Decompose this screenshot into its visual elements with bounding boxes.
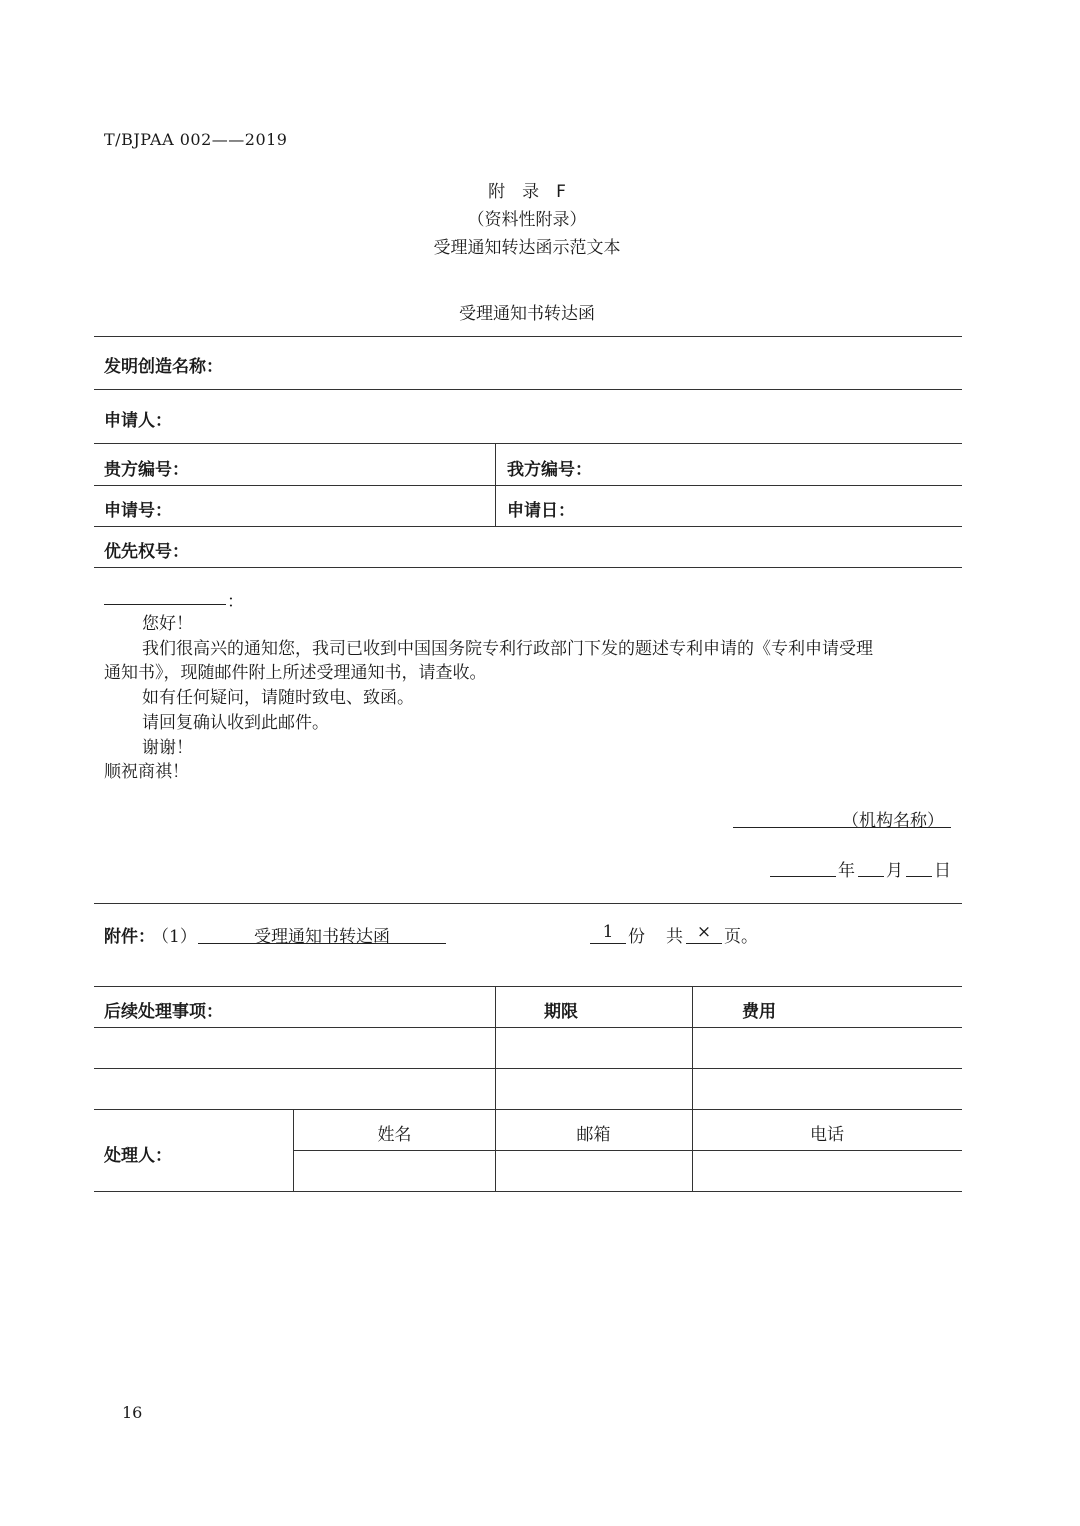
- table-rule: [94, 336, 962, 337]
- table-rule: [294, 1150, 962, 1151]
- copies-value: 1: [602, 922, 614, 942]
- attachment-item: 受理通知书转达函: [254, 927, 390, 947]
- table-rule: [94, 567, 962, 568]
- table-rule: [94, 526, 962, 527]
- applicant-label: 申请人：: [104, 411, 172, 431]
- document-code: T/BJPAA 002——2019: [104, 130, 288, 149]
- table-divider: [692, 986, 693, 1191]
- greeting: 您好！: [142, 614, 193, 634]
- app-date-label: 申请日：: [507, 501, 575, 521]
- handler-label: 处理人：: [104, 1146, 172, 1166]
- followup-matters-label: 后续处理事项：: [104, 1002, 223, 1022]
- day-blank: [906, 876, 932, 877]
- pages-underline: [686, 943, 722, 944]
- your-ref-label: 贵方编号：: [104, 460, 189, 480]
- month-blank: [858, 876, 884, 877]
- fee-header: 费用: [742, 1002, 776, 1022]
- copies-unit: 份: [628, 927, 645, 947]
- paragraph-line: 通知书》，现随邮件附上所述受理通知书，请查收。: [104, 663, 487, 683]
- addressee-blank: [104, 604, 226, 605]
- name-header: 姓名: [377, 1125, 412, 1145]
- thanks-text: 谢谢！: [142, 738, 193, 758]
- attachment-label: 附件：: [104, 927, 155, 947]
- priority-no-label: 优先权号：: [104, 542, 189, 562]
- closing-text: 顺祝商祺！: [104, 762, 189, 782]
- page-number: 16: [122, 1403, 143, 1422]
- table-divider: [495, 986, 496, 1191]
- our-ref-label: 我方编号：: [507, 460, 592, 480]
- appendix-nature: （资料性附录）: [467, 210, 587, 230]
- attachment-item-underline: [198, 943, 446, 944]
- pages-unit: 页。: [724, 927, 758, 947]
- phone-header: 电话: [810, 1125, 844, 1145]
- day-label: 日: [934, 861, 951, 881]
- copies-underline: [590, 943, 626, 944]
- table-rule: [94, 1027, 962, 1028]
- table-rule: [94, 1068, 962, 1069]
- year-blank: [770, 876, 836, 877]
- appendix-title: 附 录 F: [488, 182, 566, 202]
- table-divider: [495, 443, 496, 526]
- email-header: 邮箱: [576, 1125, 611, 1145]
- table-rule: [94, 485, 962, 486]
- paragraph-line: 请回复确认收到此邮件。: [142, 713, 329, 733]
- pages-value: ×: [696, 922, 712, 942]
- month-label: 月: [886, 861, 903, 881]
- year-label: 年: [838, 861, 855, 881]
- table-rule: [94, 1191, 962, 1192]
- attachment-index: （1）: [152, 927, 197, 947]
- app-no-label: 申请号：: [104, 501, 172, 521]
- total-label: 共: [666, 927, 683, 947]
- section-rule: [94, 903, 962, 904]
- org-name-underline: [733, 827, 951, 828]
- invention-name-label: 发明创造名称：: [104, 357, 223, 377]
- paragraph-line: 如有任何疑问，请随时致电、致函。: [142, 688, 414, 708]
- letter-title: 受理通知书转达函: [459, 304, 595, 324]
- paragraph-line: 我们很高兴的通知您，我司已收到中国国务院专利行政部门下发的题述专利申请的《专利申请受理: [142, 639, 873, 659]
- table-rule: [94, 389, 962, 390]
- deadline-header: 期限: [544, 1002, 578, 1022]
- table-rule: [94, 986, 962, 987]
- table-rule: [94, 443, 962, 444]
- org-name: （机构名称）: [842, 811, 944, 831]
- sample-title: 受理通知转达函示范文本: [433, 238, 621, 258]
- table-rule: [94, 1109, 962, 1110]
- addressee-colon: ：: [227, 592, 244, 612]
